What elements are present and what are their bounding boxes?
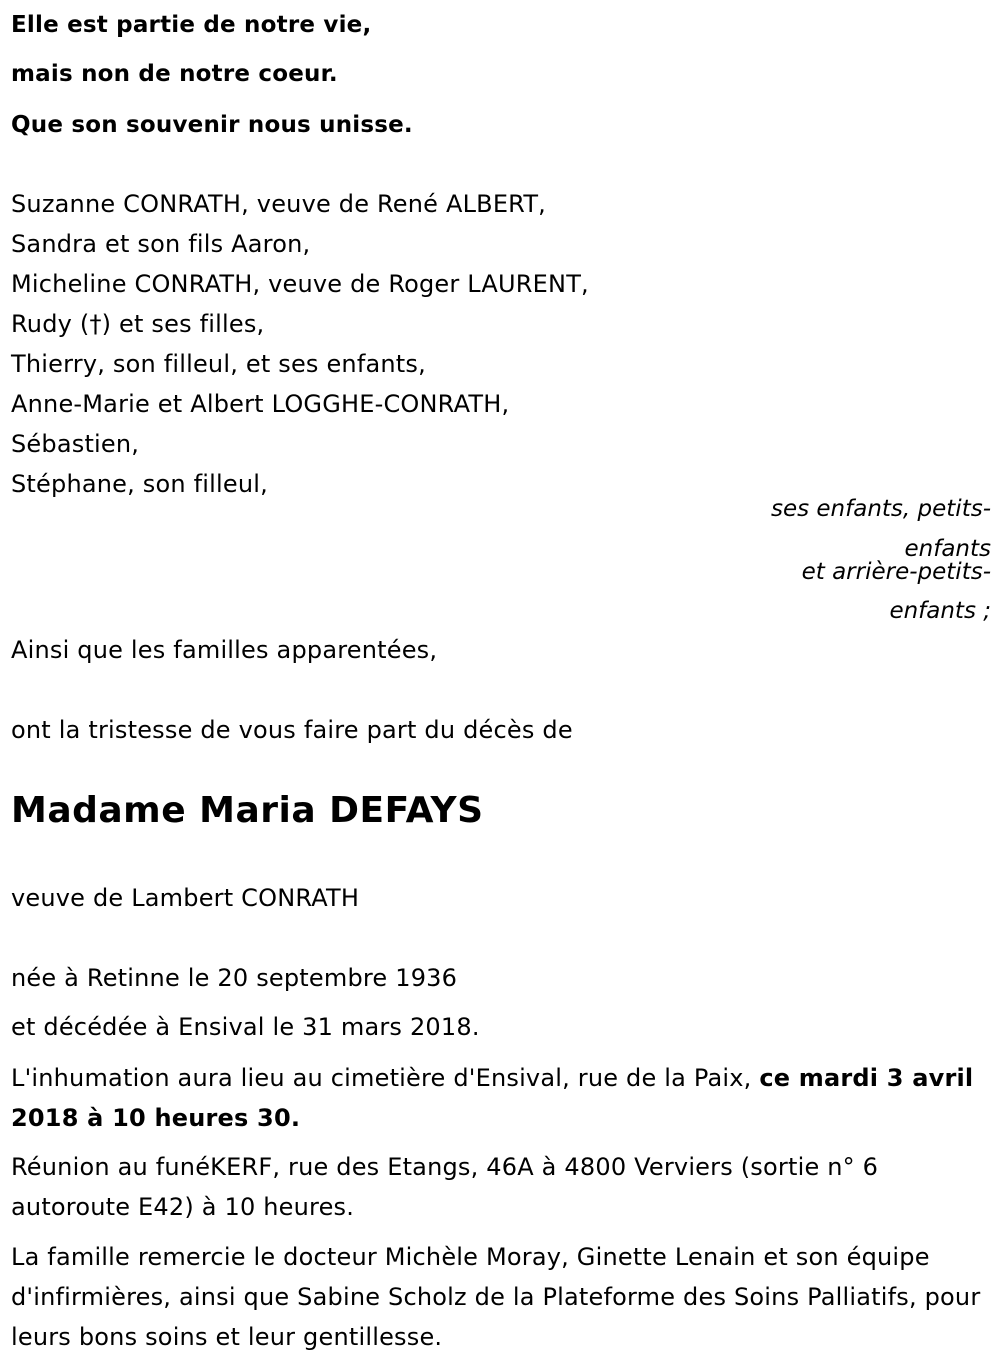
burial-paragraph <box>11 1058 986 1138</box>
family-line-4: Rudy (†) et ses filles, <box>11 310 265 338</box>
relation-line-4: enfants ; <box>889 598 991 624</box>
families-line: Ainsi que les familles apparentées, <box>11 636 438 664</box>
relation-line-1: ses enfants, petits- <box>770 496 991 522</box>
family-line-3: Micheline CONRATH, veuve de Roger LAURENT, <box>11 270 589 298</box>
announcement-line: ont la tristesse de vous faire part du décès de <box>11 716 573 744</box>
poem-line-1: Elle est partie de notre vie, <box>11 12 372 38</box>
burial-text: L'inhumation aura lieu au cimetière d'Ensival, rue de la Paix, <box>11 1064 760 1092</box>
deceased-name: Madame Maria DEFAYS <box>11 790 484 831</box>
relation-line-2: enfants <box>904 536 991 562</box>
family-line-8: Stéphane, son filleul, <box>11 470 268 498</box>
family-line-6: Anne-Marie et Albert LOGGHE-CONRATH, <box>11 390 510 418</box>
meeting-paragraph: Réunion au funéKERF, rue des Etangs, 46A à 4800 Verviers (sortie n° 6 autoroute E42) à 10 heures. <box>11 1153 879 1221</box>
widow-of-line: veuve de Lambert CONRATH <box>11 884 360 912</box>
family-line-5: Thierry, son filleul, et ses enfants, <box>11 350 426 378</box>
poem-line-2: mais non de notre coeur. <box>11 61 338 87</box>
poem-line-3: Que son souvenir nous unisse. <box>11 112 413 138</box>
thanks-paragraph: La famille remercie le docteur Michèle Moray, Ginette Lenain et son équipe d'infirmières, ainsi que Sabine Scholz de la Plateforme des Soins Palliatifs, pour leurs bons soins et leur gentillesse. <box>11 1243 981 1351</box>
burial-date: ce mardi 3 avril 2018 à 10 heures 30. <box>11 1064 974 1132</box>
family-line-2: Sandra et son fils Aaron, <box>11 230 311 258</box>
death-line: et décédée à Ensival le 31 mars 2018. <box>11 1013 480 1041</box>
birth-line: née à Retinne le 20 septembre 1936 <box>11 964 458 992</box>
family-line-7: Sébastien, <box>11 430 140 458</box>
relation-line-3: et arrière-petits- <box>801 559 991 585</box>
family-line-1: Suzanne CONRATH, veuve de René ALBERT, <box>11 190 547 218</box>
